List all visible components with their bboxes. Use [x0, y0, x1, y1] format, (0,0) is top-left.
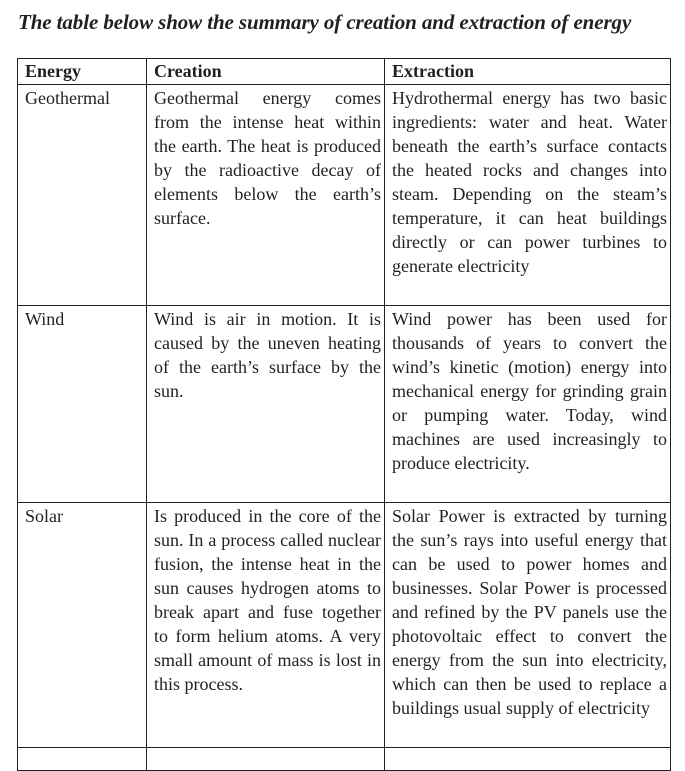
- cell-energy: Geothermal: [18, 85, 147, 306]
- energy-summary-table: [17, 58, 671, 771]
- cell-empty: [147, 748, 385, 771]
- cell-energy: Solar: [18, 503, 147, 748]
- table-header-row: [18, 59, 671, 85]
- header-energy: Energy: [18, 59, 147, 85]
- cell-creation: Is produced in the core of the sun. In a process called nuclear fusion, the intense heat in the sun causes hydrogen atoms to break apart and fuse together to form helium atoms. A very small amount of mass is lost in this process.: [147, 503, 385, 748]
- cell-creation: Geothermal energy comes from the intense heat within the earth. The heat is produced by the radioactive decay of elements below the earth’s surface.: [147, 85, 385, 306]
- cell-energy: Wind: [18, 306, 147, 503]
- cell-creation: Wind is air in motion. It is caused by the uneven heating of the earth’s surface by the sun.: [147, 306, 385, 503]
- cell-extraction: Solar Power is extracted by turning the sun’s rays into useful energy that can be used to power homes and businesses. Solar Power is processed and refined by the PV panels use the photovoltaic effect to convert the energy from the sun into electricity, which can then be used to replace a buildings usual supply of electricity: [385, 503, 671, 748]
- cell-extraction: Hydrothermal energy has two basic ingredients: water and heat. Water beneath the earth’s surface contacts the heated rocks and changes into steam. Depending on the steam’s temperature, it can heat buildings directly or can power turbines to generate electricity: [385, 85, 671, 306]
- table-row: [18, 85, 671, 306]
- table-row-continued: [18, 748, 671, 771]
- cell-extraction: Wind power has been used for thousands of years to convert the wind’s kinetic (motion) energy into mechanical energy for grinding grain or pumping water. Today, wind machines are used increasingly to produce electricity.: [385, 306, 671, 503]
- table-row: [18, 306, 671, 503]
- cell-empty: [385, 748, 671, 771]
- table-row: [18, 503, 671, 748]
- header-extraction: Extraction: [385, 59, 671, 85]
- table-caption: The table below show the summary of creation and extraction of energy: [18, 10, 632, 34]
- cell-empty: [18, 748, 147, 771]
- header-creation: Creation: [147, 59, 385, 85]
